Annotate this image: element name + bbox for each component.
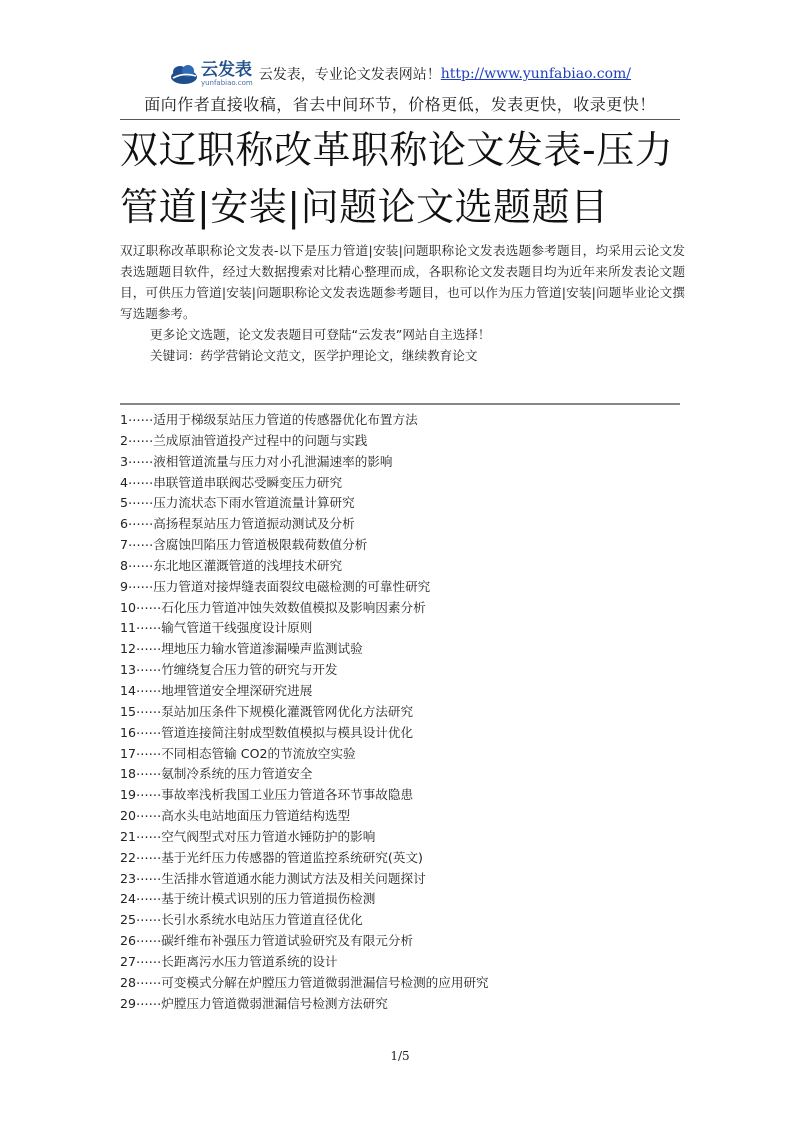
list-item: 27⋯⋯长距离污水压力管道系统的设计 <box>120 953 338 969</box>
list-item: 2⋯⋯兰成原油管道投产过程中的问题与实践 <box>120 432 368 448</box>
list-item: 11⋯⋯输气管道干线强度设计原则 <box>120 620 313 636</box>
topic-list <box>120 410 685 1014</box>
list-item: 17⋯⋯不同相态管输 CO2的节流放空实验 <box>120 745 356 761</box>
logo-name: 云发表 <box>200 60 252 80</box>
list-item: 7⋯⋯含腐蚀凹陷压力管道极限载荷数值分析 <box>120 537 368 553</box>
site-header <box>0 54 800 116</box>
list-item: 1⋯⋯适用于梯级泵站压力管道的传感器优化布置方法 <box>120 412 418 427</box>
list-item: 15⋯⋯泵站加压条件下规模化灌溉管网优化方法研究 <box>120 703 414 719</box>
list-item: 26⋯⋯碳纤维布补强压力管道试验研究及有限元分析 <box>120 933 414 949</box>
list-item: 12⋯⋯埋地压力输水管道渗漏噪声监测试验 <box>120 641 363 657</box>
logo-domain: yunfabiao.com <box>200 79 253 87</box>
more-topics-line: 更多论文选题，论文发表题目可登陆“云发表”网站自主选择！ <box>150 327 491 342</box>
list-item: 25⋯⋯长引水系统水电站压力管道直径优化 <box>120 912 363 928</box>
list-item: 10⋯⋯石化压力管道冲蚀失效数值模拟及影响因素分析 <box>120 599 426 615</box>
list-item: 14⋯⋯地埋管道安全埋深研究进展 <box>120 682 313 698</box>
site-slogan: 云发表，专业论文发表网站！ <box>258 67 441 83</box>
header-brand-row <box>0 54 800 94</box>
list-item: 3⋯⋯液相管道流量与压力对小孔泄漏速率的影响 <box>120 453 393 469</box>
cloud-icon <box>169 62 199 86</box>
list-item: 22⋯⋯基于光纤压力传感器的管道监控系统研究(英文) <box>120 849 423 865</box>
list-item: 8⋯⋯东北地区灌溉管道的浅埋技术研究 <box>120 557 343 573</box>
list-item: 21⋯⋯空气阀型式对压力管道水锤防护的影响 <box>120 828 376 844</box>
page-number: 1/5 <box>390 1049 410 1063</box>
list-item: 4⋯⋯串联管道串联阀芯受瞬变压力研究 <box>120 474 343 490</box>
list-item: 6⋯⋯高扬程泵站压力管道振动测试及分析 <box>120 516 355 532</box>
list-item: 20⋯⋯高水头电站地面压力管道结构选型 <box>120 808 351 824</box>
intro-paragraph: 双辽职称改革职称论文发表-以下是压力管道|安装|问题职称论文发表选题参考题目，均采用云论文发表选题题目软件，经过大数据搜索对比精心整理而成，各职称论文发表题目均为近年来所发表论文题目，可供压力管道|安装|问题职称论文发表选题参考题目，也可以作为压力管道|安装|问题毕业论文撰写选题参考。 <box>120 243 685 321</box>
site-logo[interactable] <box>169 61 253 87</box>
keywords-line: 关键词：药学营销论文范文，医学护理论文，继续教育论文 <box>150 348 478 363</box>
list-item: 24⋯⋯基于统计模式识别的压力管道损伤检测 <box>120 891 376 907</box>
list-item: 19⋯⋯事故率浅析我国工业压力管道各环节事故隐患 <box>120 787 414 803</box>
section-divider <box>120 403 680 405</box>
list-item: 13⋯⋯竹缠绕复合压力管的研究与开发 <box>120 662 338 678</box>
list-item: 18⋯⋯氨制冷系统的压力管道安全 <box>120 766 313 782</box>
list-item: 9⋯⋯压力管道对接焊缝表面裂纹电磁检测的可靠性研究 <box>120 578 431 594</box>
list-item: 28⋯⋯可变模式分解在炉膛压力管道微弱泄漏信号检测的应用研究 <box>120 974 489 990</box>
list-item: 23⋯⋯生活排水管道通水能力测试方法及相关问题探讨 <box>120 870 426 886</box>
header-divider <box>120 119 680 120</box>
list-item: 16⋯⋯管道连接简注射成型数值模拟与模具设计优化 <box>120 724 414 740</box>
list-item: 5⋯⋯压力流状态下雨水管道流量计算研究 <box>120 495 355 511</box>
site-tagline: 面向作者直接收稿，省去中间环节，价格更低，发表更快，收录更快！ <box>144 95 656 114</box>
list-item: 29⋯⋯炉膛压力管道微弱泄漏信号检测方法研究 <box>120 995 388 1011</box>
site-url-link[interactable]: http://www.yunfabiao.com/ <box>440 66 632 82</box>
intro-section <box>120 240 685 366</box>
document-title: 双辽职称改革职称论文发表-压力管道|安装|问题论文选题题目 <box>120 128 674 229</box>
